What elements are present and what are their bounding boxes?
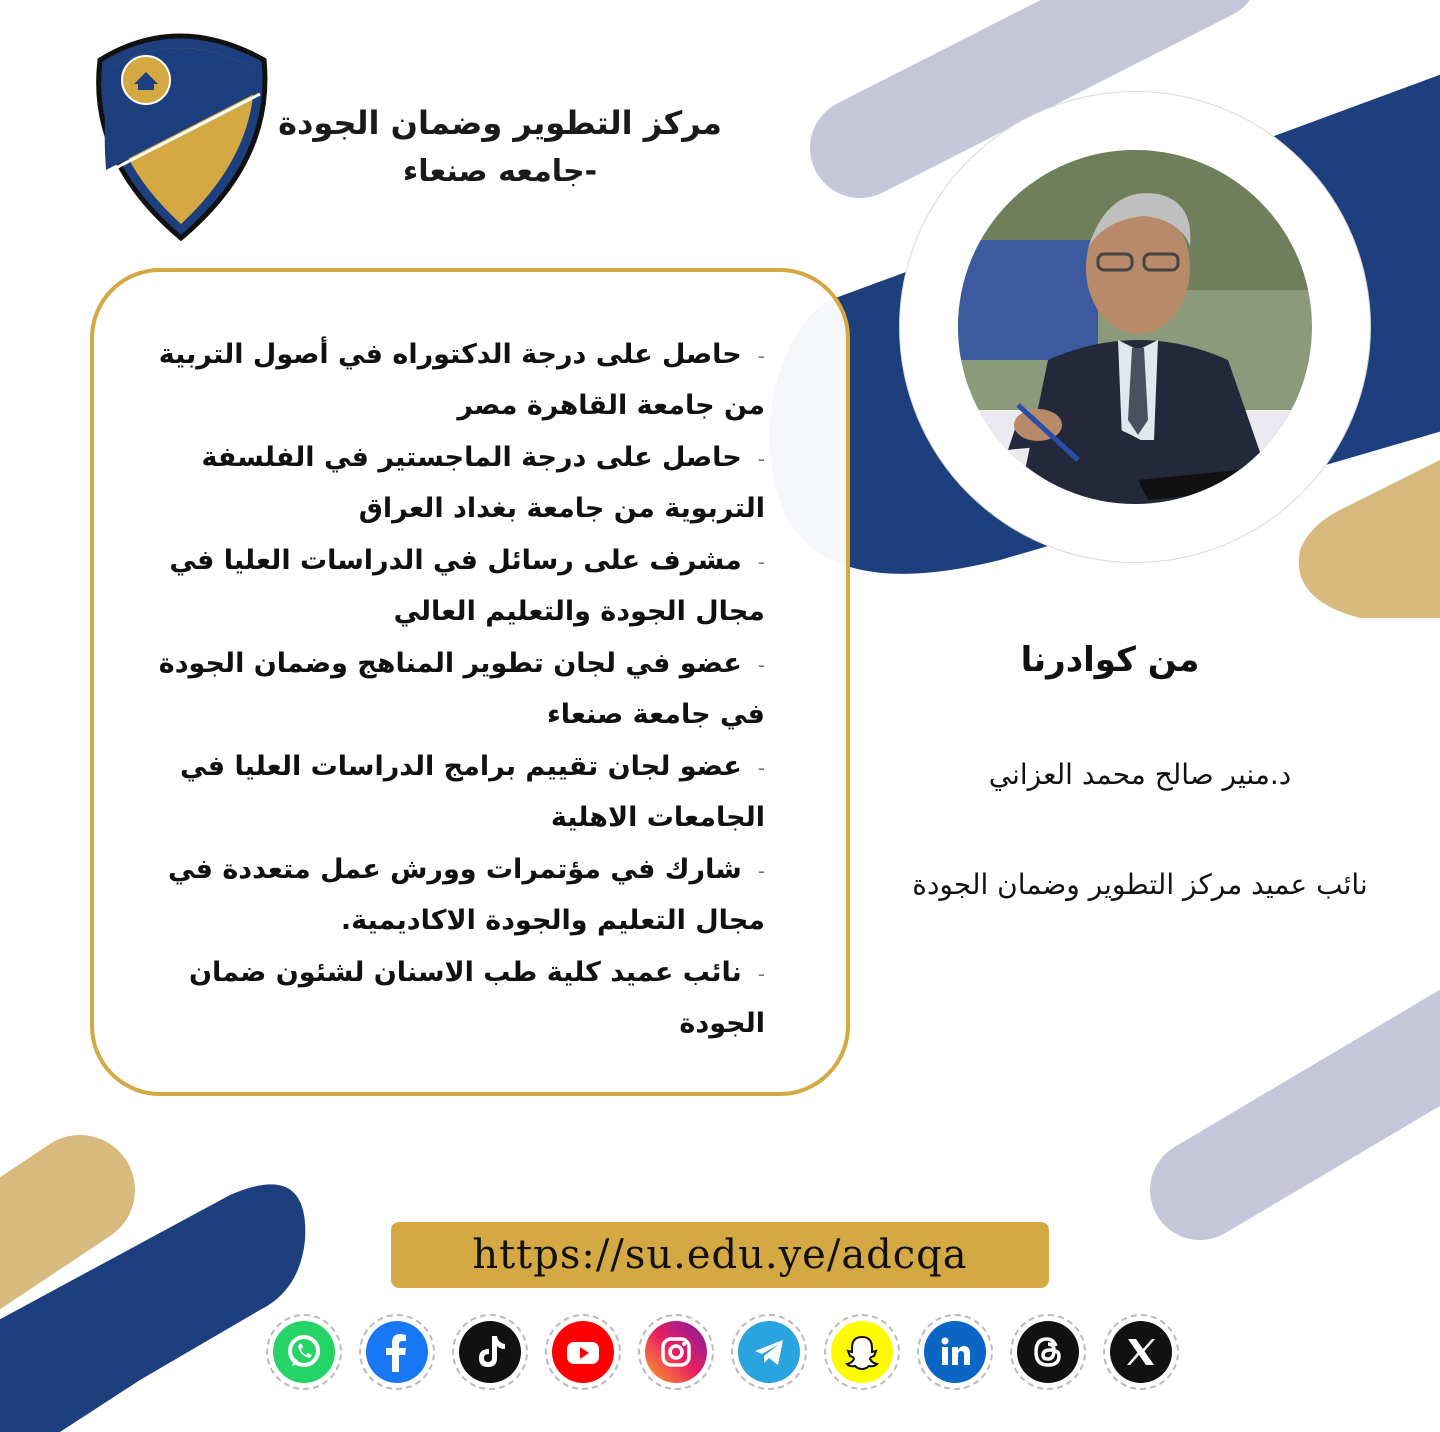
website-link[interactable] <box>391 1222 1049 1288</box>
bullet-dash-icon: - <box>757 756 765 780</box>
youtube-icon[interactable] <box>545 1314 621 1390</box>
qualifications-list <box>120 330 765 1051</box>
bullet-dash-icon: - <box>757 550 765 574</box>
bullet-dash-icon: - <box>757 859 765 883</box>
list-item: -شارك في مؤتمرات وورش عمل متعددة في مجال التعليم والجودة الاكاديمية. <box>167 854 765 936</box>
list-item: -حاصل على درجة الدكتوراه في أصول التربية من جامعة القاهرة مصر <box>158 339 765 421</box>
linkedin-icon[interactable] <box>917 1314 993 1390</box>
list-item: -حاصل على درجة الماجستير في الفلسفة التربوية من جامعة بغداد العراق <box>201 442 765 524</box>
list-item: -عضو في لجان تطوير المناهج وضمان الجودة في جامعة صنعاء <box>158 648 765 730</box>
whatsapp-icon[interactable] <box>266 1314 342 1390</box>
list-item: -نائب عميد كلية طب الاسنان لشئون ضمان الجودة <box>188 957 765 1039</box>
facebook-icon[interactable] <box>359 1314 435 1390</box>
staff-name: د.منير صالح محمد العزاني <box>988 758 1292 791</box>
bullet-dash-icon: - <box>757 447 765 471</box>
university-logo <box>88 20 274 244</box>
social-icons <box>262 1310 1182 1390</box>
section-title: من كوادرنا <box>1020 640 1200 680</box>
list-item: -مشرف على رسائل في الدراسات العليا في مجال الجودة والتعليم العالي <box>169 545 765 627</box>
bullet-dash-icon: - <box>757 653 765 677</box>
instagram-icon[interactable] <box>638 1314 714 1390</box>
portrait-photo <box>958 150 1312 504</box>
bullet-dash-icon: - <box>757 962 765 986</box>
x-icon[interactable] <box>1103 1314 1179 1390</box>
threads-icon[interactable] <box>1010 1314 1086 1390</box>
bullet-dash-icon: - <box>757 344 765 368</box>
list-item: -عضو لجان تقييم برامج الدراسات العليا في الجامعات الاهلية <box>180 751 765 833</box>
university-name: -جامعه صنعاء <box>402 154 598 189</box>
snapchat-icon[interactable] <box>824 1314 900 1390</box>
tiktok-icon[interactable] <box>452 1314 528 1390</box>
telegram-icon[interactable] <box>731 1314 807 1390</box>
center-name: مركز التطوير وضمان الجودة <box>278 104 722 142</box>
header <box>250 100 750 194</box>
staff-role: نائب عميد مركز التطوير وضمان الجودة <box>912 868 1368 901</box>
website-url[interactable]: https://su.edu.ye/adcqa <box>472 1232 968 1278</box>
